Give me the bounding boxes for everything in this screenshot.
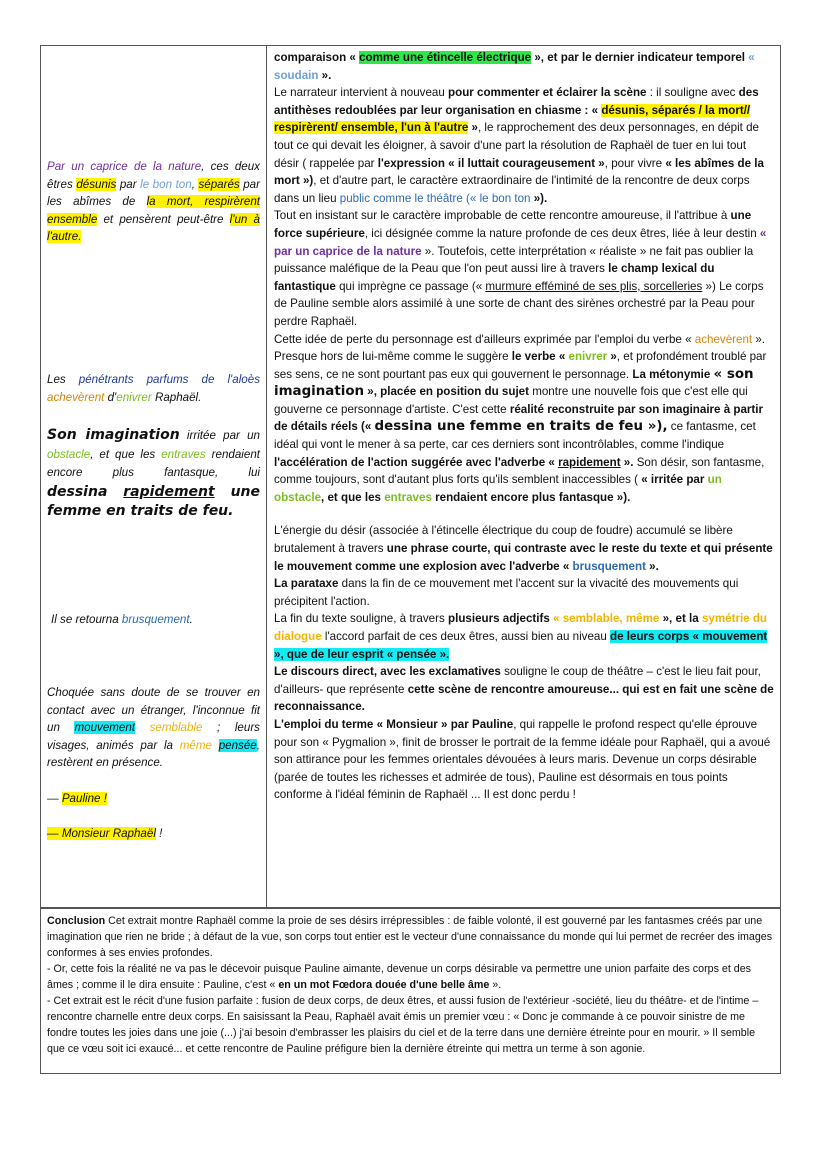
commentary-para-7: La parataxe dans la fin de ce mouvement met l'accent sur la vivacité des mouvements qui précipitent l'action. [274,577,739,608]
conclusion-para-1: Conclusion Cet extrait montre Raphaël comme la proie de ses désirs irrépressibles : de faible volonté, il est gouverné par les fantasmes créés par une imagination que rien ne bride ; à défaut de la vue, son corps tout entier est le vecteur d'une connaissance du monde qui lui permet de recréer des images conformes à ses envies profondes. [47,915,773,959]
commentary-para-6: L'énergie du désir (associée à l'étincelle électrique du coup de foudre) accumulé se libère brutalement à travers une phrase courte, qui contraste avec le reste du texte et qui présente le mouvement comme une explosion avec l'adverbe « brusquement ». [274,524,773,573]
quote-pauline: — Pauline ! [47,792,107,805]
conclusion-label: Conclusion [47,915,106,927]
commentary-para-5: Presque hors de lui-même comme le suggère le verbe « enivrer », et profondément troublé par ses sens, ce ne sont pourtant pas eux qui gouvernent le personnage. La métonymie « son imagination », placée en position du sujet montre une nouvelle fois que c'est elle qui gouverne ce personnage d'artiste. C'est cette réalité reconstruite par son imaginaire à partir de détails réels (« dessina une femme en traits de feu »), ce fantasme, cet idéal qui vont le mener à sa perte, car ces derniers sont incontrôlables, comme l'indique l'accélération de l'action suggérée avec l'adverbe « rapidement ». Son désir, son fantasme, comme toujours, sont d'autant plus forts qu'ils semblent inaccessibles ( « irritée par un obstacle, et que les entraves rendaient encore plus fantasque »). [274,350,767,504]
quote-choquee: Choquée sans doute de se trouver en contact avec un étranger, l'inconnue fit un mouvement semblable ; leurs visages, animés par la même pensée, restèrent en présence. [47,686,260,769]
quoted-text-column [41,46,266,907]
analysis-table [40,45,781,908]
commentary-para-1: comparaison « comme une étincelle électrique », et par le dernier indicateur temporel « soudain ». [274,51,755,82]
quote-retourna: Il se retourna brusquement. [51,613,193,626]
commentary-para-10: L'emploi du terme « Monsieur » par Pauline, qui rappelle le profond respect qu'elle éprouve pour son « Pygmalion », finit de brosser le portrait de la femme idéale pour Raphaël, qui a avoué son attirance pour les femmes orientales dévouées à leurs maris. Devenue un corps désirable (parée de toutes les richesses et admirée de tous), Pauline est désormais en tous points conforme à l'idéal féminin de Raphaël ... Il est donc perdu ! [274,717,771,802]
quote-monsieur: — Monsieur Raphaël ! [47,827,163,840]
commentary-para-8: La fin du texte souligne, à travers plusieurs adjectifs « semblable, même », et la symétrie du dialogue l'accord parfait de ces deux êtres, aussi bien au niveau de leurs corps « mouvement », que de leur esprit « pensée ». [274,612,768,661]
commentary-para-3: Tout en insistant sur le caractère improbable de cette rencontre amoureuse, il l'attribue à une force supérieure, ici désignée comme la nature profonde de ces deux êtres, liée à leur destin « par un caprice de la nature ». Toutefois, cette interprétation « réaliste » ne fait pas oublier la puissance maléfique de la Peau que l'on peut aussi lire à travers le champ lexical du fantastique qui imprègne ce passage (« murmure efféminé de ses plis, sorcelleries ») Le corps de Pauline semble alors assimilé à une sorte de chant des sirènes orchestré par la Peau pour perdre Raphaël. [274,209,767,328]
quote-parfums: Les pénétrants parfums de l'aloès achevèrent d'enivrer Raphaël. [47,373,260,404]
conclusion-box [40,908,781,1074]
quote-imagination: Son imagination irritée par un obstacle, et que les entraves rendaient encore plus fantasque, lui dessina rapidement une femme en traits de feu. [47,427,260,519]
column-divider [266,46,267,907]
commentary-column [274,49,774,804]
conclusion-para-2: - Or, cette fois la réalité ne va pas le décevoir puisque Pauline aimante, devenue un corps désirable va permettre une union parfaite des corps et des âmes ; comme il le dira ensuite : Pauline, c'est « en un mot Fœdora douée d'une belle âme ». [47,963,752,991]
quote-caprice: Par un caprice de la nature, ces deux êtres désunis par le bon ton, séparés par les abîmes de la mort, respirèrent ensemble et pensèrent peut-être l'un à l'autre. [47,160,260,243]
commentary-para-9: Le discours direct, avec les exclamatives souligne le coup de théâtre – c'est le lieu fait pour, d'ailleurs- que représente cette scène de rencontre amoureuse... qui est en fait une scène de reconnaissance. [274,665,774,714]
commentary-para-4: Cette idée de perte du personnage est d'ailleurs exprimée par l'emploi du verbe « achevèrent ». [274,332,766,346]
commentary-para-2: Le narrateur intervient à nouveau pour commenter et éclairer la scène : il souligne avec des antithèses redoublées par leur organisation en chiasme : « désunis, séparés / la mort// respirèrent/ ensemble, l'un à l'autre », le rapprochement des deux personnages, en dépit de tout ce qui devait les éloigner, à savoir d'une part la résolution de Raphaël de tuer en lui tout désir ( rappelée par l'expression « il luttait courageusement », pour vivre « les abîmes de la mort »), et d'autre part, le caractère extraordinaire de l'intimité de la rencontre de deux corps dans un lieu public comme le théâtre (« le bon ton »). [274,86,764,205]
conclusion-para-3: - Cet extrait est le récit d'une fusion parfaite : fusion de deux corps, de deux êtres, et aussi fusion de l'extérieur -société, lieu du théâtre- et de l'intime – rencontre charnelle entre deux corps. En saisissant la Peau, Raphaël avait émis un premier vœu : « Donc je commande à ce pouvoir sinistre de me fondre toutes les joies dans une joie (...) j'ai besoin d'embrasser les plaisirs du ciel et de la terre dans une dernière étreinte pour en mourir. » Il semble que ce vœu soit ici exaucé... et cette rencontre de Pauline préfigure bien la dernière étreinte qui mettra un terme à son agonie. [47,995,759,1055]
